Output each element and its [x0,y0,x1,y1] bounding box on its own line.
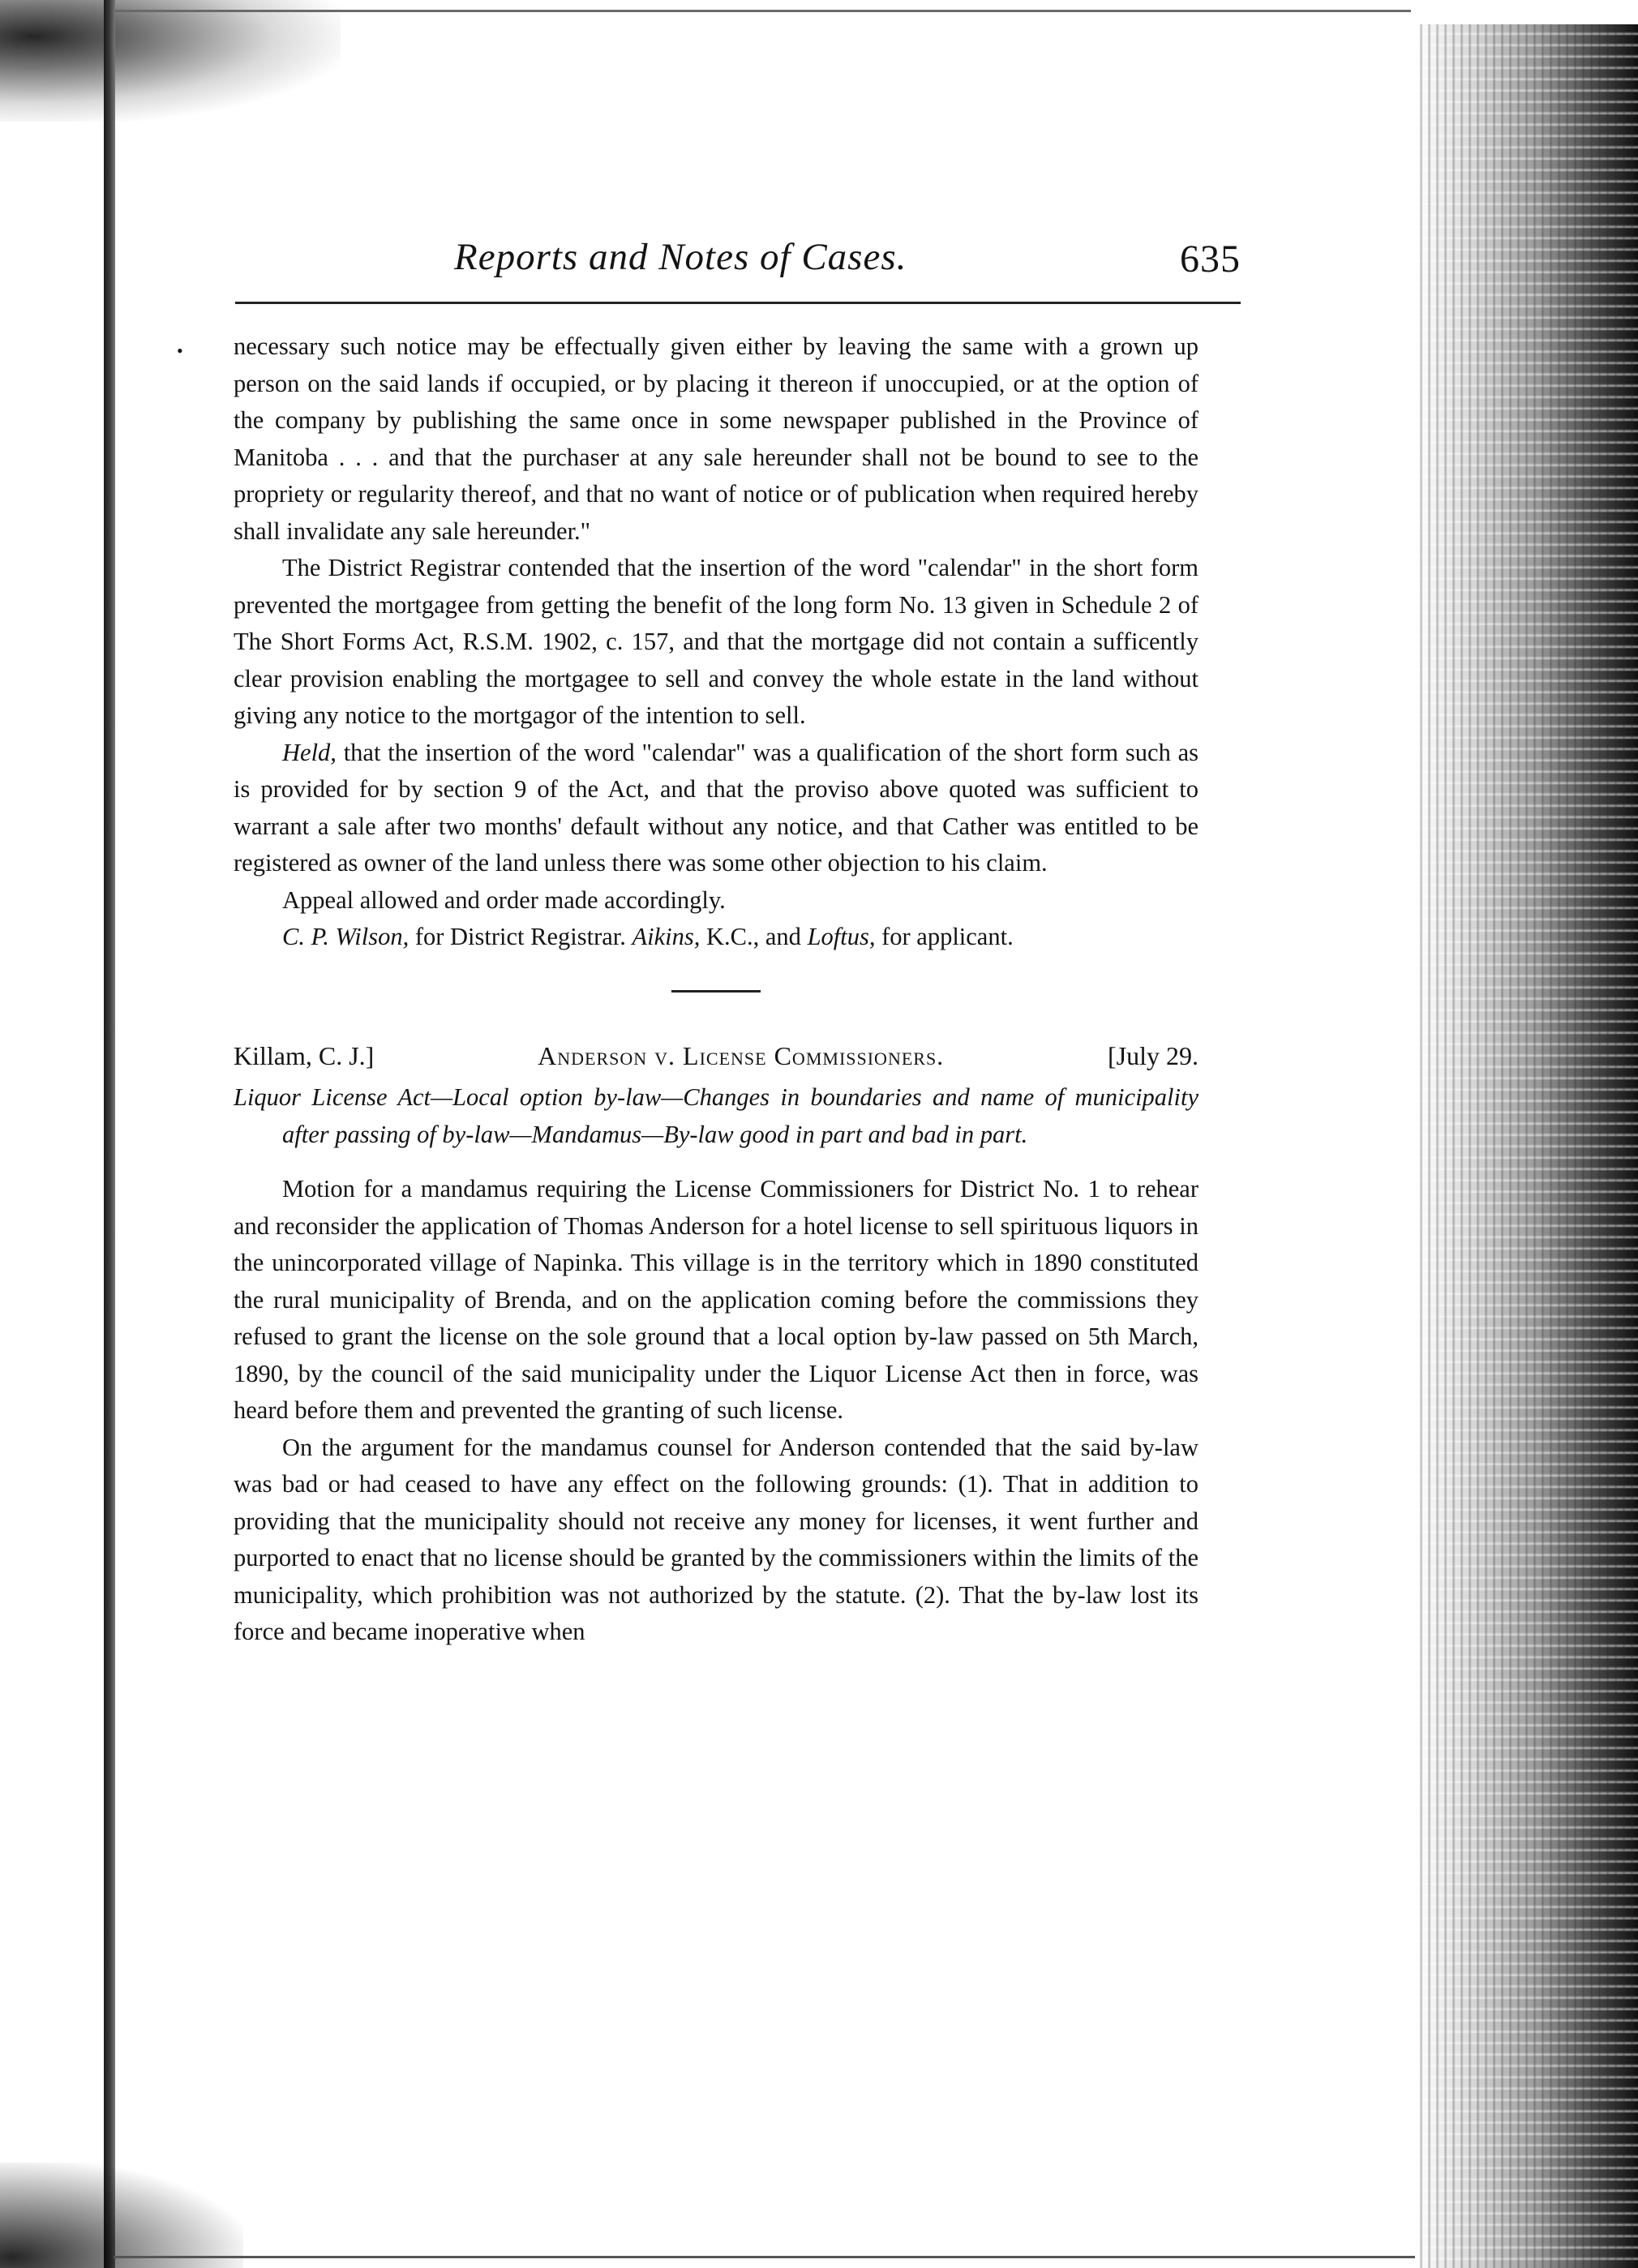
scan-edge-bottom [114,2256,1476,2258]
paragraph [234,735,1198,882]
counsel-name: Loftus, [807,923,876,950]
held-label: Held, [282,738,337,766]
page-number: 635 [1180,238,1241,281]
scan-edge-top [114,10,1411,12]
scan-shadow-top-left [0,0,341,122]
scan-edge-right [1415,24,1638,2268]
margin-bullet: • [177,341,183,361]
scan-shadow-bottom-left [0,2163,243,2268]
case-headnote: Liquor License Act—Local option by-law—Changes in boundaries and name of municipality after passing of by-law—Mandamus—By-law good in part and bad in part. [234,1083,1198,1148]
running-title: Reports and Notes of Cases. [454,236,907,278]
counsel-role: for District Registrar. [414,923,626,950]
case-title: Anderson v. License Commissioners. [538,1040,945,1070]
counsel-name: Aikins, [632,923,701,950]
counsel-role: K.C., and [706,923,801,950]
paragraph: Motion for a mandamus requiring the License Commissioners for District No. 1 to rehear and reconsider the application of Thomas Anderson for a hotel license to sell spirituous liquors in the unincorporated village of Napinka. This village is in the territory which in 1890 constituted the rural municipality of Brenda, and on the application coming before the commissions they refused to grant the license on the sole ground that a local option by-law passed on 5th March, 1890, by the council of the said municipality under the Liquor License Act then in force, was heard before them and prevented the granting of such license. [234,1175,1198,1424]
running-head [235,235,1241,300]
scan-edge-left [104,0,115,2268]
header-rule [235,302,1241,304]
held-text: that the insertion of the word "calendar" was a qualification of the short form such as is provided for by section 9 of the Act, and that the proviso above quoted was sufficient to warrant a sale after two months' default without any notice, and that Cather was entitled to be registered as owner of the land unless there was some other objection to his claim. [234,738,1199,877]
paragraph: On the argument for the mandamus counsel for Anderson contended that the said by-law was bad or had ceased to have any effect on the following grounds: (1). That in addition to providing that the municipality should not receive any money for licenses, it went further and purported to enact that no license should be granted by the commissioners within the limits of the municipality, which prohibition was not authorized by the statute. (2). That the by-law lost its force and became inoperative when [234,1433,1198,1645]
text-column [234,328,1198,1651]
section-divider [671,990,761,993]
counsel-line [234,919,1198,956]
counsel-name: C. P. Wilson, [282,923,410,950]
paragraph: The District Registrar contended that the insertion of the word "calendar" in the short form prevented the mortgagee from getting the benefit of the long form No. 13 given in Schedule 2 of The Short Forms Act, R.S.M. 1902, c. 157, and that the mortgage did not contain a sufficently clear provision enabling the mortgagee to sell and convey the whole estate in the land without giving any notice to the mortgagor of the intention to sell. [234,554,1198,729]
case-date: [July 29. [1108,1040,1198,1070]
counsel-role: for applicant. [881,923,1014,950]
case-header [234,1038,1198,1075]
paragraph: necessary such notice may be effectually given either by leaving the same with a grown up person on the said lands if occupied, or by placing it thereon if unoccupied, or at the option of the company by publishing the same once in some newspaper published in the Province of Manitoba . . . and that the purchaser at any sale hereunder shall not be bound to see to the propriety or regularity thereof, and that no want of notice or of publication when required hereby shall invalidate any sale hereunder." [234,332,1198,545]
case-judge: Killam, C. J.] [234,1040,375,1070]
paragraph: Appeal allowed and order made accordingly. [282,885,726,914]
